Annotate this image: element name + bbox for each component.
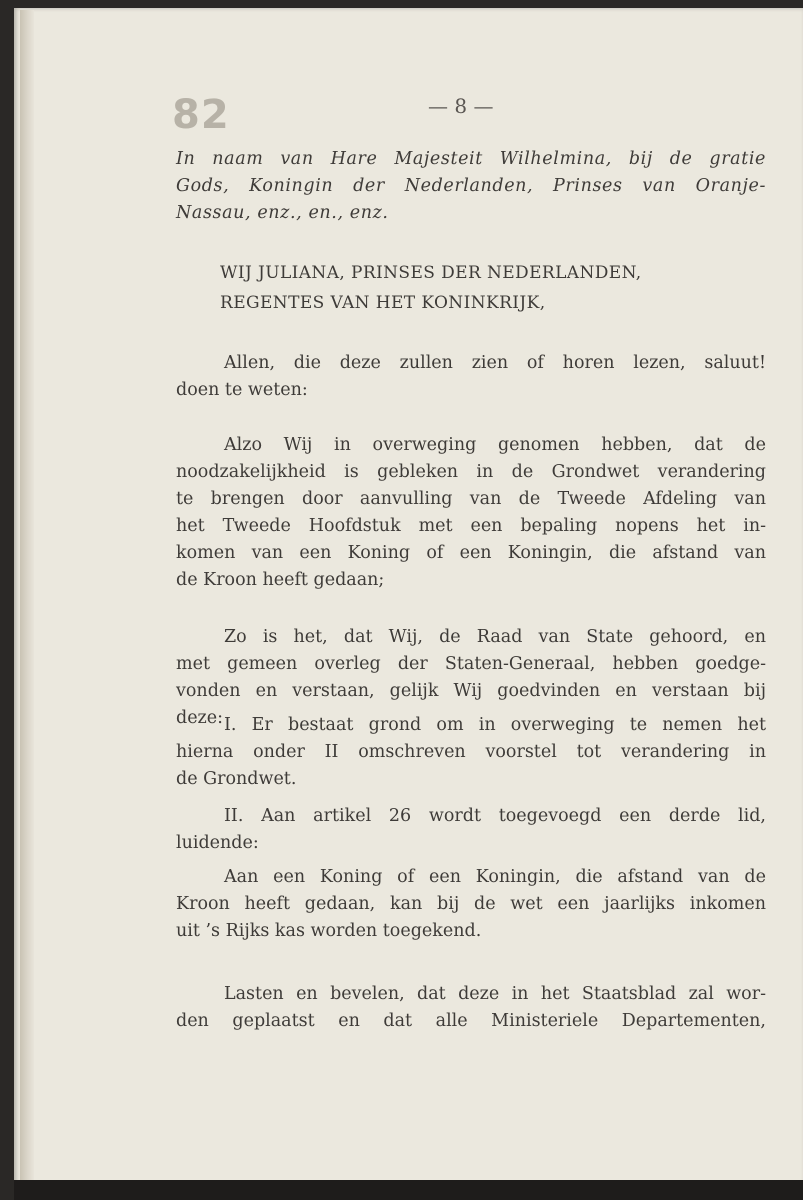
article-two-paragraph: [176, 803, 766, 857]
scan-bottom-border: [14, 1180, 803, 1200]
paragraph-line: Allen, die deze zullen zien of horen lezen, saluut!: [224, 353, 766, 373]
paragraph-line: Kroon heeft gedaan, kan bij de wet een jaarlijks inkomen: [176, 894, 766, 914]
paragraph-line: Lasten en bevelen, dat deze in het Staatsblad zal wor-: [224, 984, 766, 1004]
page-number-marker: — 8 —: [428, 94, 494, 118]
paragraph-line: II. Aan artikel 26 wordt toegevoegd een derde lid,: [224, 806, 766, 826]
paragraph-line: vonden en verstaan, gelijk Wij goedvinden en verstaan bij: [176, 681, 766, 701]
paragraph-line: doen te weten:: [176, 380, 308, 400]
royal-heading: [220, 258, 770, 318]
paragraph-line: Zo is het, dat Wij, de Raad van State gehoord, en: [224, 627, 766, 647]
paragraph-line: Alzo Wij in overweging genomen hebben, dat de: [224, 435, 766, 455]
preamble-line: Nassau, enz., en., enz.: [176, 203, 389, 223]
greeting-paragraph: [176, 350, 766, 404]
paragraph-line: luidende:: [176, 833, 259, 853]
preamble-line: Gods, Koningin der Nederlanden, Prinses van Oranje-: [176, 176, 766, 196]
paragraph-line: noodzakelijkheid is gebleken in de Grondwet verandering: [176, 462, 766, 482]
preamble-text: [176, 146, 766, 227]
preamble-line: In naam van Hare Majesteit Wilhelmina, bij de gratie: [176, 149, 766, 169]
paragraph-line: met gemeen overleg der Staten-Generaal, hebben goedge-: [176, 654, 766, 674]
amendment-text-paragraph: [176, 864, 766, 945]
paragraph-line: Aan een Koning of een Koningin, die afstand van de: [224, 867, 766, 887]
paragraph-line: den geplaatst en dat alle Ministeriele Departementen,: [176, 1011, 766, 1031]
heading-line: WIJ JULIANA, PRINSES DER NEDERLANDEN,: [220, 263, 642, 283]
considerations-paragraph: [176, 432, 766, 594]
paragraph-line: hierna onder II omschreven voorstel tot verandering in: [176, 742, 766, 762]
closing-paragraph: [176, 981, 766, 1035]
paragraph-line: het Tweede Hoofdstuk met een bepaling nopens het in-: [176, 516, 766, 536]
paragraph-line: de Kroon heeft gedaan;: [176, 570, 385, 590]
paragraph-line: I. Er bestaat grond om in overweging te nemen het: [224, 715, 766, 735]
paragraph-line: te brengen door aanvulling van de Tweede Afdeling van: [176, 489, 766, 509]
article-one-paragraph: [176, 712, 766, 793]
heading-line: REGENTES VAN HET KONINKRIJK,: [220, 293, 546, 313]
page-binding-edge: [20, 10, 34, 1180]
paragraph-line: komen van een Koning of een Koningin, die afstand van: [176, 543, 766, 563]
paragraph-line: uit ’s Rijks kas worden toegekend.: [176, 921, 482, 941]
paragraph-line: deze:: [176, 708, 224, 728]
page-stamp-number: 82: [172, 92, 230, 138]
paragraph-line: de Grondwet.: [176, 769, 297, 789]
